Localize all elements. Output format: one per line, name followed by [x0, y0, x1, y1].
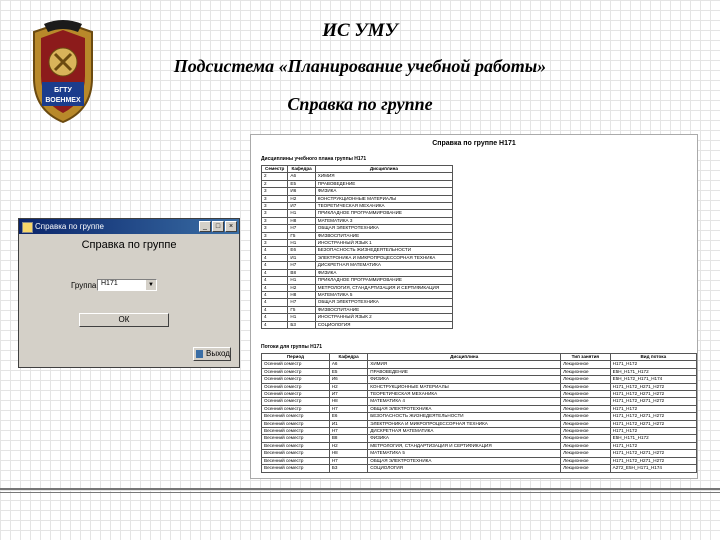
table-cell: Н2 — [288, 195, 315, 202]
table-row — [262, 299, 453, 306]
table-cell: Осенний семестр — [262, 398, 330, 405]
table-cell: ЭЛЕКТРОНИКА И МИКРОПРОЦЕССОРНАЯ ТЕХНИКА — [368, 420, 561, 427]
table-row — [262, 442, 697, 449]
group-select-value: Н171 — [101, 280, 118, 287]
curriculum-table-label: Дисциплины учебного плана группы Н171 — [261, 156, 367, 162]
table-cell: А6 — [329, 361, 367, 368]
group-label: Группа — [71, 281, 97, 290]
emblem-text-1: БГТУ — [54, 87, 72, 94]
table-cell: МАТЕМАТИКА 5 — [315, 291, 452, 298]
table-row — [262, 210, 453, 217]
table-cell: Лекционное — [561, 465, 611, 472]
table-cell: ФИЗИКА — [368, 435, 561, 442]
table-cell: ТЕОРЕТИЧЕСКАЯ МЕХАНИКА — [315, 203, 452, 210]
table-cell: Н7 — [329, 428, 367, 435]
table-row — [262, 277, 453, 284]
table-cell: 3 — [262, 240, 288, 247]
table-cell: 2 — [262, 173, 288, 180]
table-row — [262, 188, 453, 195]
table-cell: БЕЗОПАСНОСТЬ ЖИЗНЕДЕЯТЕЛЬНОСТИ — [315, 247, 452, 254]
table-cell: 4 — [262, 254, 288, 261]
table-cell: 4 — [262, 247, 288, 254]
table-cell: Лекционное — [561, 405, 611, 412]
table-cell: СОЦИОЛОГИЯ — [368, 465, 561, 472]
table-cell: И7 — [288, 203, 315, 210]
table-cell: Е6 — [329, 413, 367, 420]
table-cell: 4 — [262, 277, 288, 284]
table-cell: Н7 — [288, 225, 315, 232]
table-cell: МАТЕМАТИКА 5 — [368, 450, 561, 457]
table-cell: 4 — [262, 299, 288, 306]
table-cell: ПРАВОВЕДЕНИЕ — [315, 180, 452, 187]
table-cell: 3 — [262, 195, 288, 202]
table-cell: Н1 — [288, 314, 315, 321]
table-cell: 3 — [262, 232, 288, 239]
table-row — [262, 457, 697, 464]
table-row — [262, 254, 453, 261]
table-cell: СОЦИОЛОГИЯ — [315, 321, 452, 328]
table-cell: Весенний семестр — [262, 465, 330, 472]
table-row — [262, 420, 697, 427]
table-cell: Е5Н_Н172_Н171_Н174 — [610, 376, 696, 383]
table-cell: ХИМИЯ — [368, 361, 561, 368]
table-cell: 4 — [262, 314, 288, 321]
table-cell: Н2 — [329, 442, 367, 449]
dialog-title: Справка по группе — [35, 222, 104, 231]
table-cell: 3 — [262, 217, 288, 224]
table1-header: Дисциплина — [315, 166, 452, 173]
dialog-titlebar[interactable] — [19, 219, 239, 234]
table-row — [262, 428, 697, 435]
table-row — [262, 383, 697, 390]
table-row — [262, 321, 453, 328]
table-cell: Н171_Н172_Н271_Н272 — [610, 391, 696, 398]
table-cell: ОБЩАЯ ЭЛЕКТРОТЕХНИКА — [315, 299, 452, 306]
table-cell: ЭЛЕКТРОНИКА И МИКРОПРОЦЕССОРНАЯ ТЕХНИКА — [315, 254, 452, 261]
table-cell: И7 — [329, 391, 367, 398]
group-report — [250, 134, 698, 479]
table-row — [262, 398, 697, 405]
table-cell: МЕТРОЛОГИЯ, СТАНДАРТИЗАЦИЯ И СЕРТИФИКАЦИЯ — [368, 442, 561, 449]
table-cell: Н7 — [288, 299, 315, 306]
table-cell: Осенний семестр — [262, 405, 330, 412]
table-cell: Н171_Н172_Н271_Н272 — [610, 457, 696, 464]
table-row — [262, 217, 453, 224]
table-row — [262, 284, 453, 291]
bottom-border-line-thin — [0, 492, 720, 493]
table-cell: ПРИКЛАДНОЕ ПРОГРАММИРОВАНИЕ — [315, 210, 452, 217]
table-cell: КОНСТРУКЦИОННЫЕ МАТЕРИАЛЫ — [368, 383, 561, 390]
table2-header: Кафедра — [329, 354, 367, 361]
table-cell: Е5Н_Н171_Н172 — [610, 368, 696, 375]
table-cell: Осенний семестр — [262, 376, 330, 383]
table-cell: Лекционное — [561, 368, 611, 375]
table-cell: МАТЕМАТИКА 4 — [368, 398, 561, 405]
table-row — [262, 240, 453, 247]
table-cell: ФИЗИКА — [315, 269, 452, 276]
chevron-down-icon[interactable]: ▼ — [146, 280, 156, 290]
maximize-button[interactable]: □ — [212, 221, 224, 232]
table-row — [262, 368, 697, 375]
slide-title: ИС УМУ — [322, 20, 398, 41]
table-row — [262, 413, 697, 420]
table-cell: ОБЩАЯ ЭЛЕКТРОТЕХНИКА — [315, 225, 452, 232]
table-cell: БЕЗОПАСНОСТЬ ЖИЗНЕДЕЯТЕЛЬНОСТИ — [368, 413, 561, 420]
close-button[interactable]: × — [225, 221, 237, 232]
slide-subtitle: Подсистема «Планирование учебной работы» — [173, 56, 547, 76]
table-row — [262, 225, 453, 232]
table-cell: Н171_Н172 — [610, 361, 696, 368]
table-row — [262, 361, 697, 368]
table-cell: Лекционное — [561, 428, 611, 435]
table2-header: Вид потока — [610, 354, 696, 361]
table-row — [262, 262, 453, 269]
emblem-text-2: ВОЕНМЕХ — [45, 97, 81, 104]
table-cell: ИНОСТРАННЫЙ ЯЗЫК 1 — [315, 240, 452, 247]
table-cell: ФИЗИКА — [315, 188, 452, 195]
table2-header: Период — [262, 354, 330, 361]
table-cell: Н8 — [329, 450, 367, 457]
table-cell: Лекционное — [561, 398, 611, 405]
table-row — [262, 306, 453, 313]
table-cell: МЕТРОЛОГИЯ, СТАНДАРТИЗАЦИЯ И СЕРТИФИКАЦИЯ — [315, 284, 452, 291]
table-cell: ТЕОРЕТИЧЕСКАЯ МЕХАНИКА — [368, 391, 561, 398]
table-cell: Н171_Н172 — [610, 405, 696, 412]
table-cell: Весенний семестр — [262, 435, 330, 442]
table-cell: Н8 — [329, 398, 367, 405]
table-cell: Г5 — [288, 232, 315, 239]
table-cell: Б3 — [288, 321, 315, 328]
table1-header: Семестр — [262, 166, 288, 173]
table-cell: Осенний семестр — [262, 361, 330, 368]
table-cell: И1 — [329, 420, 367, 427]
streams-table-label: Потоки для группы Н171 — [261, 344, 323, 350]
table-cell: Б3 — [329, 465, 367, 472]
slide-section-title: Справка по группе — [287, 94, 433, 114]
table-cell: Лекционное — [561, 442, 611, 449]
table-cell: И1 — [288, 254, 315, 261]
table-cell: Н8 — [288, 291, 315, 298]
table-cell: Н171_Н172 — [610, 442, 696, 449]
table-cell: Лекционное — [561, 457, 611, 464]
exit-button[interactable] — [193, 347, 231, 361]
table-cell: Лекционное — [561, 361, 611, 368]
table-cell: 3 — [262, 188, 288, 195]
table-cell: Весенний семестр — [262, 428, 330, 435]
table-cell: Осенний семестр — [262, 383, 330, 390]
table-cell: Е5Н_Н171_Н172 — [610, 435, 696, 442]
table-cell: Осенний семестр — [262, 391, 330, 398]
table-cell: ФИЗВОСПИТАНИЕ — [315, 306, 452, 313]
table-row — [262, 269, 453, 276]
table-cell: В8 — [288, 269, 315, 276]
table-row — [262, 314, 453, 321]
group-report-dialog — [18, 218, 240, 368]
table-cell: Н171_Н172_Н271_Н272 — [610, 383, 696, 390]
table-cell: Лекционное — [561, 420, 611, 427]
table2-header: Тип занятия — [561, 354, 611, 361]
table1-header: Кафедра — [288, 166, 315, 173]
table-cell: ИНОСТРАННЫЙ ЯЗЫК 2 — [315, 314, 452, 321]
table-cell: Н1 — [288, 240, 315, 247]
table-row — [262, 180, 453, 187]
table-cell: Весенний семестр — [262, 442, 330, 449]
app-icon — [22, 222, 33, 233]
table-row — [262, 232, 453, 239]
table-cell: Лекционное — [561, 413, 611, 420]
table-row — [262, 435, 697, 442]
table-row — [262, 203, 453, 210]
table-cell: Весенний семестр — [262, 413, 330, 420]
table-cell: Лекционное — [561, 383, 611, 390]
table2-header: Дисциплина — [368, 354, 561, 361]
table-cell: Е5 — [329, 368, 367, 375]
table-cell: И6 — [329, 376, 367, 383]
dialog-heading: Справка по группе — [81, 239, 177, 251]
table-cell: Н171_Н172_Н271_Н272 — [610, 450, 696, 457]
table-cell: Е5 — [288, 180, 315, 187]
table-cell: ПРИКЛАДНОЕ ПРОГРАММИРОВАНИЕ — [315, 277, 452, 284]
minimize-button[interactable]: _ — [199, 221, 211, 232]
table-cell: 4 — [262, 284, 288, 291]
table-cell: ДИСКРЕТНАЯ МАТЕМАТИКА — [368, 428, 561, 435]
table-cell: Н171_Н172 — [610, 428, 696, 435]
exit-button-label: Выход — [206, 349, 230, 358]
table-cell: Лекционное — [561, 435, 611, 442]
table-row — [262, 465, 697, 472]
table-cell: МАТЕМАТИКА 3 — [315, 217, 452, 224]
table-cell: А6 — [288, 173, 315, 180]
table-cell: 4 — [262, 321, 288, 328]
table-cell: Лекционное — [561, 450, 611, 457]
table-cell: Г5 — [288, 306, 315, 313]
table-cell: ОБЩАЯ ЭЛЕКТРОТЕХНИКА — [368, 457, 561, 464]
table-cell: Н1 — [288, 277, 315, 284]
table-cell: 4 — [262, 306, 288, 313]
table-row — [262, 391, 697, 398]
table-cell: КОНСТРУКЦИОННЫЕ МАТЕРИАЛЫ — [315, 195, 452, 202]
group-select[interactable] — [97, 279, 157, 291]
table-cell: Н1 — [288, 210, 315, 217]
table-cell: 4 — [262, 262, 288, 269]
table-cell: ФИЗВОСПИТАНИЕ — [315, 232, 452, 239]
table-cell: 3 — [262, 225, 288, 232]
table-cell: Весенний семестр — [262, 420, 330, 427]
table-cell: Н7 — [288, 262, 315, 269]
table-cell: В8 — [329, 435, 367, 442]
table-cell: Н7 — [329, 405, 367, 412]
table-row — [262, 195, 453, 202]
table-cell: Н7 — [329, 457, 367, 464]
bottom-border-line — [0, 488, 720, 490]
table-cell: ХИМИЯ — [315, 173, 452, 180]
table-cell: Е6 — [288, 247, 315, 254]
table-cell: 3 — [262, 210, 288, 217]
table-cell: А272_Е5Н_Н171_Н174 — [610, 465, 696, 472]
table-cell: 4 — [262, 269, 288, 276]
table-cell: ДИСКРЕТНАЯ МАТЕМАТИКА — [315, 262, 452, 269]
table-cell: Н2 — [329, 383, 367, 390]
table-row — [262, 247, 453, 254]
streams-table — [261, 353, 697, 473]
table-cell: Н2 — [288, 284, 315, 291]
table-cell: Весенний семестр — [262, 457, 330, 464]
exit-icon — [196, 350, 203, 358]
table-cell: ПРАВОВЕДЕНИЕ — [368, 368, 561, 375]
table-cell: Лекционное — [561, 391, 611, 398]
table-cell: Н171_Н172_Н271_Н272 — [610, 420, 696, 427]
table-cell: Весенний семестр — [262, 450, 330, 457]
table-cell: ФИЗИКА — [368, 376, 561, 383]
table-row — [262, 376, 697, 383]
ok-button[interactable]: ОК — [79, 313, 169, 327]
table-cell: И6 — [288, 188, 315, 195]
table-cell: Н171_Н172_Н271_Н272 — [610, 413, 696, 420]
table-row — [262, 173, 453, 180]
table-cell: 2 — [262, 180, 288, 187]
table-cell: 3 — [262, 203, 288, 210]
table-cell: Н171_Н172_Н271_Н272 — [610, 398, 696, 405]
table-row — [262, 291, 453, 298]
table-cell: ОБЩАЯ ЭЛЕКТРОТЕХНИКА — [368, 405, 561, 412]
table-cell: Лекционное — [561, 376, 611, 383]
report-title: Справка по группе Н171 — [432, 140, 516, 147]
table-row — [262, 405, 697, 412]
curriculum-table — [261, 165, 453, 329]
table-cell: Н8 — [288, 217, 315, 224]
table-row — [262, 450, 697, 457]
table-cell: 4 — [262, 291, 288, 298]
table-cell: Осенний семестр — [262, 368, 330, 375]
